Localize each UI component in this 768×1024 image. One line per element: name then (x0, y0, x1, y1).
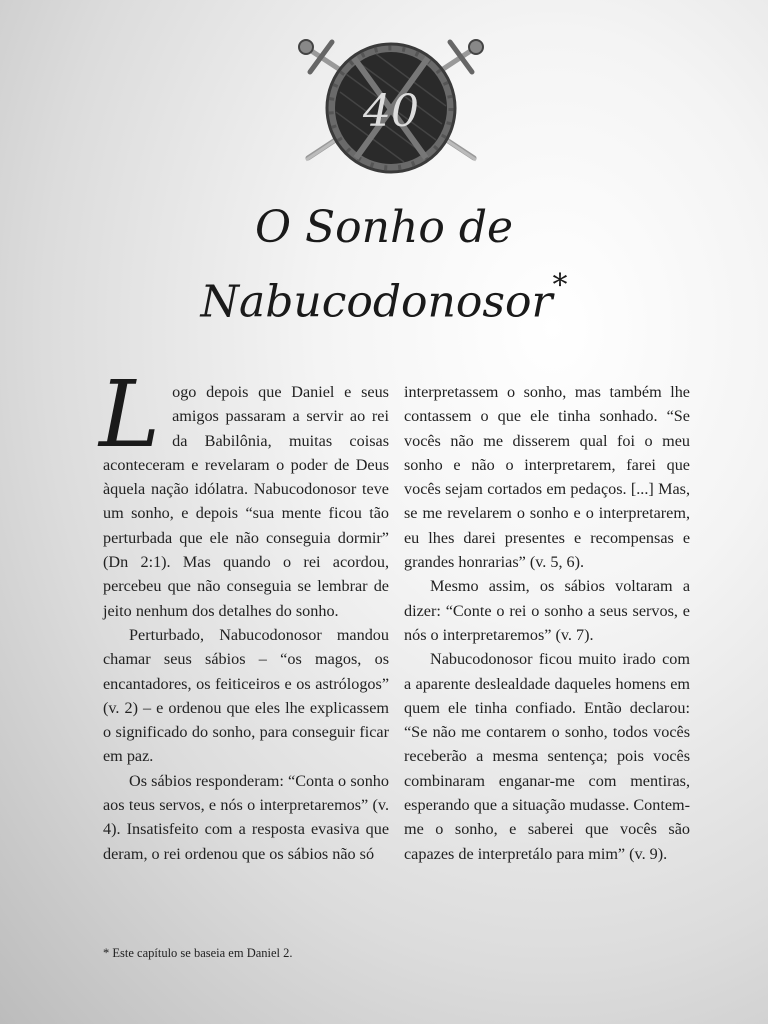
drop-cap: L (99, 361, 161, 468)
paragraph: Os sábios responderam: “Conta o sonho aos teus servos, e nós o interpretaremos” (v. 4). Insatisfeito com a resposta evasiva que deram, o rei ordenou que os sábios não só (103, 771, 389, 863)
title-line-1: O Sonho de (254, 202, 514, 253)
footnote: * Este capítulo se baseia em Daniel 2. (103, 946, 293, 960)
chapter-number: 40 (363, 86, 419, 137)
right-column (404, 380, 690, 866)
paragraph: Nabucodonosor ficou muito irado com a aparente deslealdade daqueles homens em quem ele tinha confiado. Então declarou: “Se não me contarem o sonho, todos vocês receberão a mesma sentença; pois vocês combinaram enganar-me com mentiras, esperando que a situação mudasse. Contem-me o sonho, e saberei que vocês são capazes de interpretálo para mim” (v. 9). (404, 650, 690, 863)
chapter-title (0, 196, 768, 335)
chapter-emblem (296, 36, 486, 176)
paragraph (99, 361, 389, 623)
paragraph: interpretassem o sonho, mas também lhe contassem o que ele tinha sonhado. “Se vocês não me disserem qual foi o meu sonho e não o interpretarem, farei que vocês sejam cortados em pedaços. [...] Mas, se me revelarem o sonho e o interpretarem, eu lhes darei presentes e recompensas e grandes honrarias” (v. 5, 6). (404, 383, 690, 572)
paragraph: Mesmo assim, os sábios voltaram a dizer: “Conte o rei o sonho a seus servos, e nós o interpretaremos” (v. 7). (404, 577, 690, 644)
title-line-2: Nabucodonosor (200, 276, 553, 328)
paragraph-text: ogo depois que Daniel e seus amigos passaram a servir ao rei da Babilônia, muitas coisas aconteceram e revelaram o poder de Deus àquela nação idólatra. Nabucodonosor teve um sonho, e depois “sua mente ficou tão perturbada que ele não conseguia dormir” (Dn 2:1). Mas quando o rei acordou, percebeu que não conseguia se lembrar de jeito nenhum dos detalhes do sonho. (103, 383, 389, 620)
paragraph: Perturbado, Nabucodonosor mandou chamar seus sábios – “os magos, os encantadores, os feiticeiros e os astrólogos” (v. 2) – e ordenou que eles lhe explicassem o significado do sonho, para conseguir ficar em paz. (103, 625, 389, 766)
left-column (99, 361, 389, 866)
title-footnote-mark: * (552, 268, 568, 303)
